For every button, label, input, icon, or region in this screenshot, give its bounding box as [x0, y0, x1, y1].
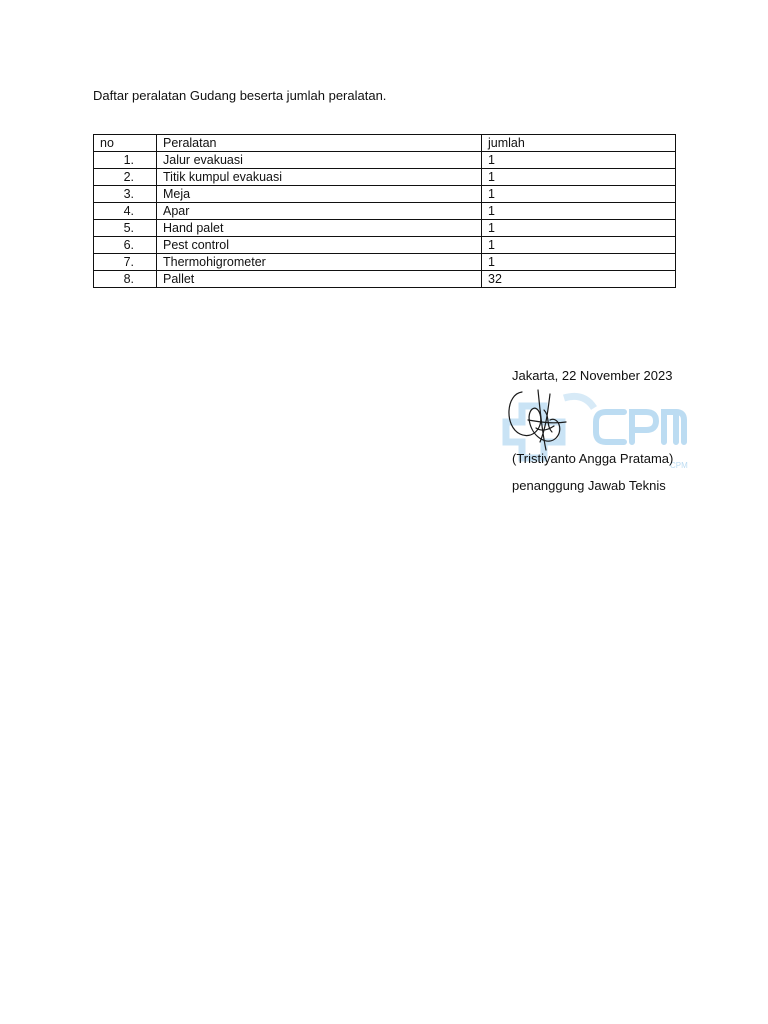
table-row	[94, 169, 676, 186]
table-row	[94, 203, 676, 220]
row-number: 6.	[94, 237, 157, 254]
table-row	[94, 152, 676, 169]
row-item: Jalur evakuasi	[157, 152, 482, 169]
row-item: Pallet	[157, 271, 482, 288]
signer-name: (Tristiyanto Angga Pratama)	[512, 451, 674, 466]
row-quantity: 1	[482, 152, 676, 169]
handwritten-signature	[500, 380, 580, 460]
row-quantity: 32	[482, 271, 676, 288]
table-row	[94, 271, 676, 288]
row-quantity: 1	[482, 237, 676, 254]
equipment-table	[93, 134, 676, 288]
row-quantity: 1	[482, 186, 676, 203]
row-item: Titik kumpul evakuasi	[157, 169, 482, 186]
row-number: 2.	[94, 169, 157, 186]
table-row	[94, 254, 676, 271]
intro-text: Daftar peralatan Gudang beserta jumlah peralatan.	[93, 88, 387, 103]
row-number: 3.	[94, 186, 157, 203]
row-item: Pest control	[157, 237, 482, 254]
table-header-row	[94, 135, 676, 152]
header-qty: jumlah	[482, 135, 676, 152]
row-item: Apar	[157, 203, 482, 220]
place-date: Jakarta, 22 November 2023	[512, 368, 673, 383]
table-row	[94, 220, 676, 237]
row-quantity: 1	[482, 169, 676, 186]
row-item: Meja	[157, 186, 482, 203]
row-number: 8.	[94, 271, 157, 288]
signer-role: penanggung Jawab Teknis	[512, 478, 666, 493]
row-item: Hand palet	[157, 220, 482, 237]
row-number: 5.	[94, 220, 157, 237]
header-no: no	[94, 135, 157, 152]
table-row	[94, 186, 676, 203]
row-quantity: 1	[482, 254, 676, 271]
row-number: 7.	[94, 254, 157, 271]
header-item: Peralatan	[157, 135, 482, 152]
stamp-caption-text: CPM	[670, 461, 688, 470]
row-number: 4.	[94, 203, 157, 220]
row-item: Thermohigrometer	[157, 254, 482, 271]
row-quantity: 1	[482, 203, 676, 220]
row-number: 1.	[94, 152, 157, 169]
table-row	[94, 237, 676, 254]
row-quantity: 1	[482, 220, 676, 237]
